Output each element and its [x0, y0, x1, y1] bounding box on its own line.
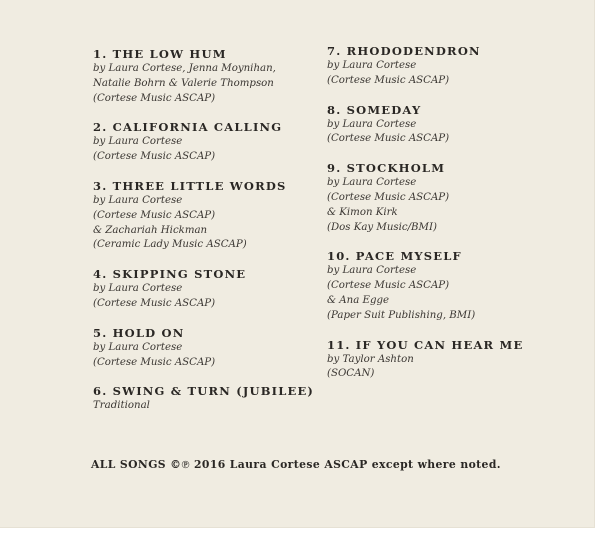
track-title: 9. STOCKHOLM: [327, 161, 446, 176]
track-title: 4. SKIPPING STONE: [93, 267, 247, 282]
track-credit: & Kimon Kirk: [327, 206, 398, 218]
track-credit: Natalie Bohrn & Valerie Thompson: [93, 77, 274, 89]
track-title: 11. IF YOU CAN HEAR ME: [327, 337, 524, 352]
track-credit: by Laura Cortese, Jenna Moynihan,: [93, 63, 276, 74]
track-title: 5. HOLD ON: [93, 325, 185, 340]
track-credit: (SOCAN): [327, 368, 375, 380]
track-title: 1. THE LOW HUM: [93, 47, 227, 61]
track-credit: (Cortese Music ASCAP): [93, 151, 216, 163]
track-credit: (Cortese Music ASCAP): [327, 280, 450, 292]
track-entry: [93, 179, 308, 253]
track-title: 7. RHODODENDRON: [327, 44, 481, 58]
track-entry: [327, 338, 562, 383]
track-credit: (Cortese Music ASCAP): [93, 92, 216, 104]
track-credit: by Laura Cortese: [327, 265, 417, 277]
track-credit: (Paper Suit Publishing, BMI): [327, 309, 476, 321]
track-credit: (Cortese Music ASCAP): [327, 74, 450, 86]
track-entry: [327, 249, 562, 323]
track-credit: (Ceramic Lady Music ASCAP): [93, 239, 247, 251]
track-credit: by Laura Cortese: [93, 194, 183, 206]
track-credit: (Dos Kay Music/BMI): [327, 221, 437, 233]
tracklist-right-column: [327, 44, 562, 396]
track-credit: (Cortese Music ASCAP): [93, 297, 216, 309]
track-entry: [327, 103, 562, 148]
copyright-notice: ALL SONGS ©℗ 2016 Laura Cortese ASCAP except where noted.: [91, 458, 501, 471]
track-entry: [327, 161, 562, 235]
track-credit: by Taylor Ashton: [327, 353, 414, 365]
track-entry: [93, 120, 308, 165]
track-credit: Traditional: [93, 400, 150, 412]
track-entry: [93, 47, 308, 106]
tracklist-left-column: [93, 47, 315, 428]
track-credit: by Laura Cortese: [93, 136, 183, 148]
track-credit: (Cortese Music ASCAP): [93, 356, 216, 368]
track-credit: (Cortese Music ASCAP): [327, 133, 450, 145]
track-entry: [93, 267, 308, 312]
track-title: 8. SOMEDAY: [327, 102, 422, 117]
track-entry: [327, 44, 562, 89]
track-title: 2. CALIFORNIA CALLING: [93, 120, 283, 135]
track-credit: by Laura Cortese: [93, 283, 183, 295]
track-entry: [93, 326, 308, 371]
track-credit: by Laura Cortese: [93, 341, 183, 353]
track-credit: by Laura Cortese: [327, 118, 417, 130]
track-credit: (Cortese Music ASCAP): [93, 209, 216, 221]
track-credit: & Ana Egge: [327, 294, 390, 306]
track-credit: by Laura Cortese: [327, 60, 417, 71]
track-title: 3. THREE LITTLE WORDS: [93, 178, 287, 193]
track-entry: [93, 384, 315, 414]
track-title: 10. PACE MYSELF: [327, 249, 462, 264]
track-credit: & Zachariah Hickman: [93, 224, 208, 236]
track-title: 6. SWING & TURN (JUBILEE): [93, 384, 315, 399]
track-credit: (Cortese Music ASCAP): [327, 191, 450, 203]
track-credit: by Laura Cortese: [327, 177, 417, 189]
